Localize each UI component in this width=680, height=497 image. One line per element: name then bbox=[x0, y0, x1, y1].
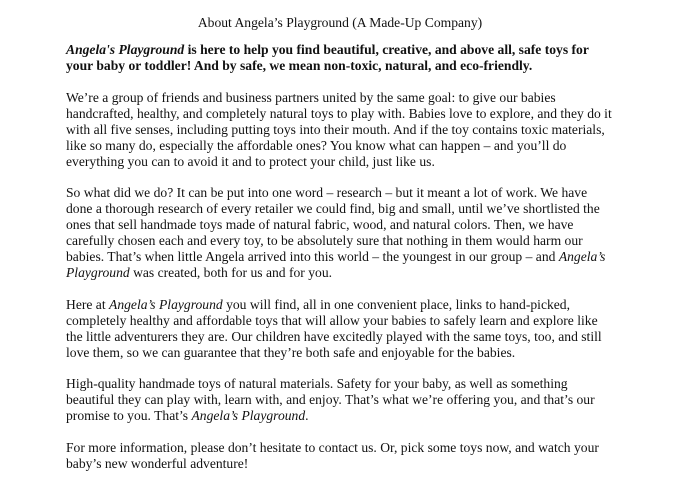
text-line bbox=[66, 185, 626, 201]
text-segment: done a thorough research of every retailer we could find, big and small, until we’ve shortlisted the bbox=[66, 201, 600, 216]
body-paragraph bbox=[66, 440, 626, 472]
document-title: About Angela’s Playground (A Made-Up Company) bbox=[197, 15, 483, 30]
text-segment: beautiful they can play with, learn with, and enjoy. That’s what we’re offering you, and that’s our bbox=[66, 392, 595, 407]
text-line bbox=[66, 376, 626, 392]
text-segment: babies. That’s when little Angela arrived into this world – the youngest in our group – and bbox=[66, 249, 559, 264]
text-segment: the little adventurers they are. Our children have excitedly played with the same toys, too, and still bbox=[66, 328, 602, 344]
text-segment: For more information, please don’t hesitate to contact us. Or, pick some toys now, and watch your bbox=[66, 439, 599, 455]
text-line bbox=[66, 154, 626, 170]
text-line bbox=[66, 329, 626, 345]
text-line bbox=[66, 345, 626, 361]
text-line bbox=[66, 265, 626, 281]
body-paragraph bbox=[66, 297, 626, 361]
text-segment: is here to help you find beautiful, creative, and above all, safe toys for bbox=[184, 42, 589, 57]
text-segment: your baby or toddler! And by safe, we mean non-toxic, natural, and eco-friendly. bbox=[66, 58, 533, 73]
company-name-italic: Angela's Playground bbox=[66, 42, 185, 57]
text-line bbox=[66, 313, 626, 329]
text-line bbox=[66, 297, 626, 313]
text-segment: you will find, all in one convenient place, links to hand-picked, bbox=[222, 296, 570, 312]
text-segment: . bbox=[305, 408, 309, 423]
text-line bbox=[66, 138, 626, 154]
text-segment: everything you can to avoid it and to protect your child, just like us. bbox=[66, 153, 435, 169]
company-name-italic: Angela’s Playground bbox=[191, 408, 306, 423]
text-segment: carefully chosen each and every toy, to be absolutely sure that nothing in them would harm our bbox=[66, 233, 583, 248]
company-name-italic: Playground bbox=[66, 265, 130, 280]
text-segment: with all five senses, including putting toys into their mouth. And if the toy contains toxic materials, bbox=[66, 121, 605, 137]
text-segment: love them, so we can guarantee that they’re both safe and enjoyable for the babies. bbox=[66, 344, 516, 360]
text-line bbox=[66, 233, 626, 249]
company-name-italic: Angela’s Playground bbox=[109, 296, 223, 312]
body-paragraph bbox=[66, 185, 626, 281]
text-segment: High-quality handmade toys of natural materials. Safety for your baby, as well as something bbox=[66, 376, 568, 391]
text-line bbox=[66, 106, 626, 122]
company-name-italic: Angela’s bbox=[558, 249, 606, 264]
text-segment: So what did we do? It can be put into one word – research – but it meant a lot of work. We have bbox=[66, 185, 588, 200]
text-segment: handcrafted, healthy, and completely natural toys to play with. Babies love to explore, and they do it bbox=[66, 105, 612, 121]
text-line bbox=[66, 122, 626, 138]
text-line bbox=[66, 201, 626, 217]
body-paragraph bbox=[66, 90, 626, 170]
text-line bbox=[66, 217, 626, 233]
text-line bbox=[66, 58, 626, 74]
text-segment: like so many do, especially the affordable ones? You know what can happen – and you’ll do bbox=[66, 137, 567, 153]
text-line bbox=[66, 456, 626, 472]
body-paragraph bbox=[66, 376, 626, 424]
text-segment: We’re a group of friends and business partners united by the same goal: to give our babies bbox=[66, 89, 556, 105]
intro-paragraph bbox=[66, 42, 626, 74]
text-line bbox=[66, 249, 626, 265]
text-line bbox=[66, 90, 626, 106]
text-line bbox=[66, 392, 626, 408]
text-line bbox=[66, 440, 626, 456]
text-segment: ones that sell handmade toys made of natural fabric, wood, and natural colors. Then, we have bbox=[66, 217, 574, 232]
text-segment: baby’s new wonderful adventure! bbox=[66, 455, 249, 471]
text-segment: promise to you. That’s bbox=[66, 408, 192, 423]
text-line bbox=[66, 408, 626, 424]
document-body bbox=[66, 42, 626, 487]
text-line bbox=[66, 42, 626, 58]
text-segment: Here at bbox=[66, 296, 110, 312]
text-segment: completely healthy and affordable toys that will allow your babies to safely learn and explore like bbox=[66, 312, 598, 328]
text-segment: was created, both for us and for you. bbox=[129, 265, 333, 280]
